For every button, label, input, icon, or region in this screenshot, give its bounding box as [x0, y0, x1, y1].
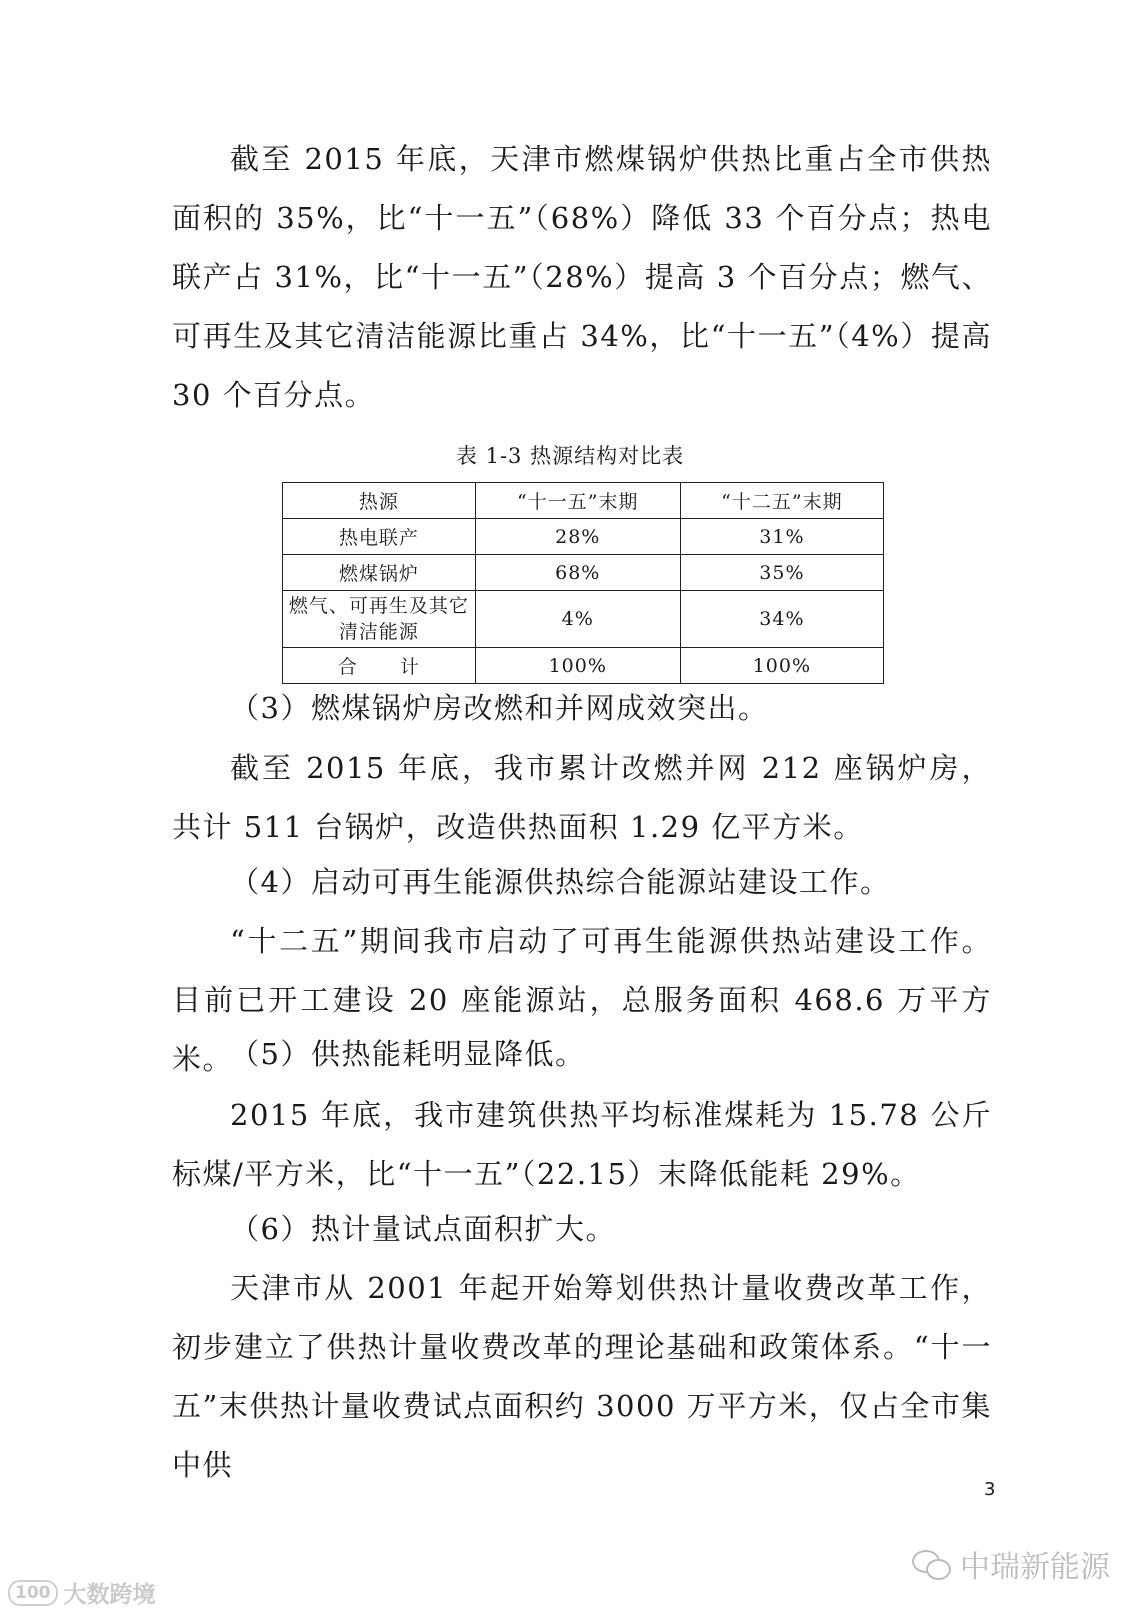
- table-cell-source: 合 计: [283, 648, 476, 684]
- table-row: [283, 591, 884, 648]
- table-header-12th: “十二五”末期: [680, 483, 883, 519]
- page-number: 3: [984, 1479, 996, 1500]
- table-cell-source: 热电联产: [283, 519, 476, 555]
- table-cell-12th: 35%: [680, 555, 883, 591]
- table-header-row: [283, 483, 884, 519]
- table-cell-12th: 34%: [680, 591, 883, 648]
- table-header-11th: “十一五”末期: [475, 483, 680, 519]
- table-cell-12th: 100%: [680, 648, 883, 684]
- paragraph-heat-ratio: 截至 2015 年底，天津市燃煤锅炉供热比重占全市供热面积的 35%，比“十一五”（68%）降低 33 个百分点；热电联产占 31%，比“十一五”（28%）提高 3 个百分点；燃气、可再生及其它清洁能源比重占 34%，比“十一五”（4%）提高 30 个百分点。: [172, 142, 992, 412]
- paragraph-boiler-conversion: 截至 2015 年底，我市累计改燃并网 212 座锅炉房，共计 511 台锅炉，改造供热面积 1.29 亿平方米。: [172, 751, 992, 844]
- table-cell-11th: 4%: [475, 591, 680, 648]
- table-cell-12th: 31%: [680, 519, 883, 555]
- table-cell-11th: 68%: [475, 555, 680, 591]
- wechat-icon: [912, 1548, 952, 1580]
- heat-source-table: [282, 482, 884, 684]
- table-cell-source: 燃气、可再生及其它清洁能源: [283, 591, 476, 648]
- watermark-right-text: 中瑞新能源: [960, 1550, 1110, 1585]
- table-cell-11th: 28%: [475, 519, 680, 555]
- heading-energy-consumption: （5）供热能耗明显降低。: [230, 1037, 586, 1071]
- heading-renewable-stations: （4）启动可再生能源供热综合能源站建设工作。: [230, 865, 891, 899]
- paragraph-renewable-stations: “十二五”期间我市启动了可再生能源供热站建设工作。目前已开工建设 20 座能源站，总服务面积 468.6 万平方米。: [172, 924, 992, 1076]
- table-row: [283, 555, 884, 591]
- watermark-logo: 100: [8, 1580, 58, 1606]
- table-row-total: [283, 648, 884, 684]
- table-cell-11th: 100%: [475, 648, 680, 684]
- heading-heat-metering: （6）热计量试点面积扩大。: [230, 1212, 616, 1246]
- paragraph-energy-consumption: 2015 年底，我市建筑供热平均标准煤耗为 15.78 公斤标煤/平方米，比“十一五”（22.15）末降低能耗 29%。: [172, 1098, 992, 1191]
- watermark-right: [912, 1542, 1110, 1586]
- table-row: [283, 519, 884, 555]
- paragraph-heat-metering: 天津市从 2001 年起开始筹划供热计量收费改革工作，初步建立了供热计量收费改革的理论基础和政策体系。“十一五”末供热计量收费试点面积约 3000 万平方米，仅占全市集中供: [172, 1271, 992, 1482]
- table-header-source: 热源: [283, 483, 476, 519]
- table-caption: 表 1-3 热源结构对比表: [455, 444, 685, 468]
- heading-boiler-conversion: （3）燃煤锅炉房改燃和并网成效突出。: [230, 691, 769, 725]
- watermark-left: [8, 1576, 156, 1609]
- watermark-left-text: 大数跨境: [63, 1582, 156, 1608]
- table-cell-source: 燃煤锅炉: [283, 555, 476, 591]
